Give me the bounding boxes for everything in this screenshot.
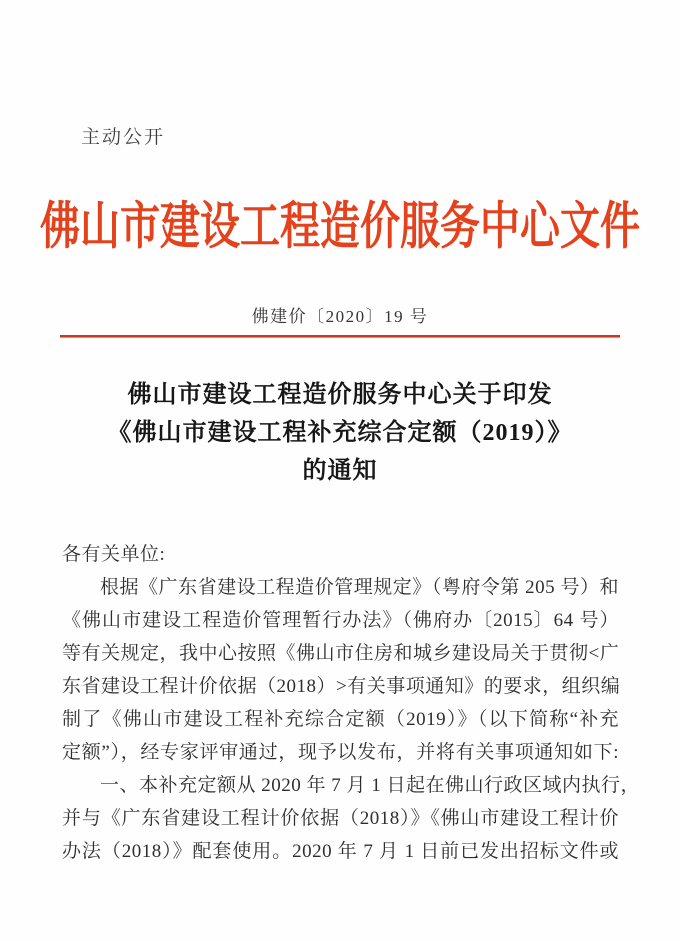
body-line: 一、本补充定额从 2020 年 7 月 1 日起在佛山行政区域内执行， (100, 775, 641, 796)
document-title-line-2: 《佛山市建设工程补充综合定额（2019）》 (107, 420, 573, 446)
salutation-line: 各有关单位: (62, 544, 166, 565)
red-divider-rule (60, 335, 620, 338)
body-line: 制了《佛山市建设工程补充综合定额（2019）》（以下简称“补充 (62, 709, 619, 730)
letterhead-title: 佛山市建设工程造价服务中心文件 (40, 197, 640, 256)
document-number: 佛建价〔2020〕19 号 (251, 307, 429, 326)
letterhead (0, 186, 680, 256)
document-title-line-3: 的通知 (302, 458, 378, 484)
body-line: 定额”），经专家评审通过，现予以发布，并将有关事项通知如下: (62, 742, 619, 763)
body-line: 《佛山市建设工程造价管理暂行办法》（佛府办〔2015〕64 号） (62, 610, 619, 631)
document-title-line-1: 佛山市建设工程造价服务中心关于印发 (127, 382, 553, 408)
body-line: 根据《广东省建设工程造价管理规定》（粤府令第 205 号）和 (100, 577, 619, 598)
body-line: 东省建设工程计价依据（2018）>有关事项通知》的要求，组织编 (62, 676, 621, 697)
classification-label: 主动公开 (81, 127, 166, 148)
body-line: 并与《广东省建设工程计价依据（2018）》《佛山市建设工程计价 (62, 808, 619, 829)
document-body (62, 538, 641, 868)
body-line: 办法（2018）》配套使用。2020 年 7 月 1 日前已发出招标文件或 (62, 841, 619, 862)
body-line: 等有关规定，我中心按照《佛山市住房和城乡建设局关于贯彻<广 (62, 643, 620, 664)
document-title (30, 376, 650, 490)
